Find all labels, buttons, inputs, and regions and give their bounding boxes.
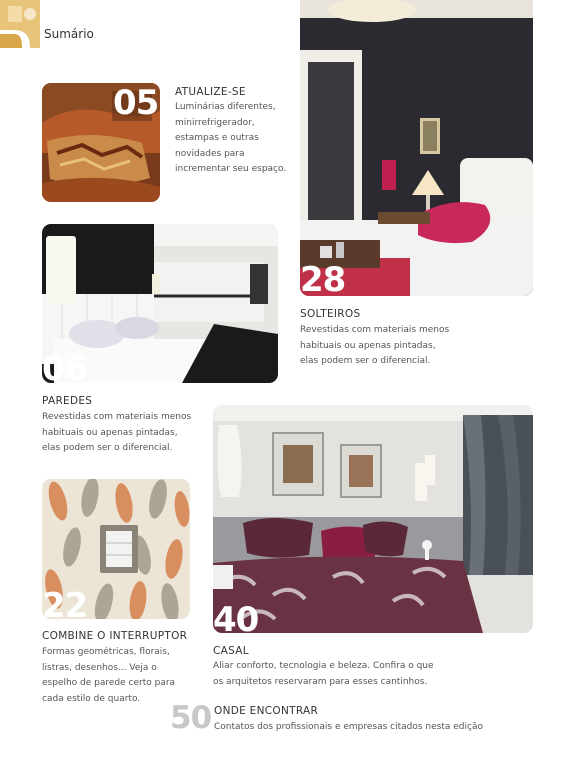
item-number: 22	[42, 586, 88, 626]
magazine-logo	[0, 0, 40, 48]
item-description: Revestidas com materiais menos habituais ou apenas pintadas, elas podem ser o diferencial.	[42, 412, 192, 453]
item-description: Revestidas com materiais menos habituais ou apenas pintadas, elas podem ser o diferencial.	[300, 325, 450, 366]
item-title: ATUALIZE-SE	[175, 86, 246, 98]
item-number: 40	[213, 600, 259, 640]
item-title: PAREDES	[42, 395, 93, 407]
item-number: 28	[300, 260, 346, 300]
item-title: SOLTEIROS	[300, 308, 361, 320]
item-number: 05	[113, 83, 159, 123]
photo-single-bedroom	[300, 0, 533, 300]
item-title: ONDE ENCONTRAR	[214, 705, 319, 717]
item-description: Formas geométricas, florais, listras, desenhos... Veja o espelho de parede certo para cada estilo de quarto.	[42, 647, 176, 704]
item-title: COMBINE O INTERRUPTOR	[42, 630, 188, 642]
item-description: Aliar conforto, tecnologia e beleza. Confira o que os arquitetos reservaram para esses cantinhos.	[213, 661, 434, 687]
item-description: Contatos dos profissionais e empresas citados nesta edição	[214, 722, 483, 732]
item-number: 06	[42, 349, 88, 389]
item-title: CASAL	[213, 645, 249, 657]
section-label: Sumário	[44, 27, 94, 41]
item-number: 50	[170, 700, 212, 736]
item-description: Luminárias diferentes, minirrefrigerador, estampas e outras novidades para incrementar seu espaço.	[175, 102, 287, 174]
photo-couple-bedroom	[213, 405, 533, 633]
